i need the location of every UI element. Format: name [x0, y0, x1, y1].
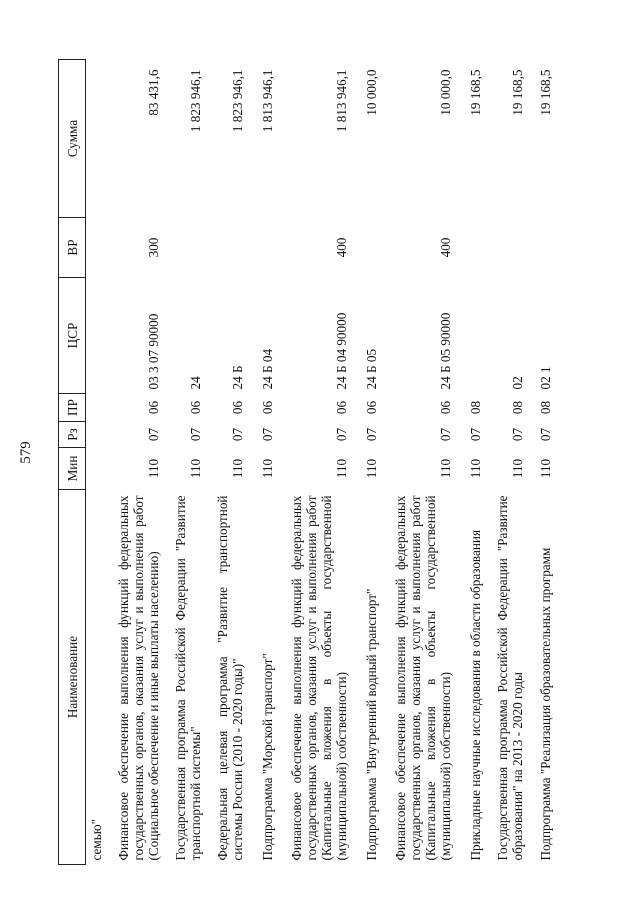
row-rz: 07	[363, 427, 379, 442]
table-row	[86, 60, 106, 865]
row-rz: 07	[259, 427, 275, 442]
row-min: 110	[333, 458, 349, 479]
row-pr	[86, 394, 106, 422]
row-vr	[351, 218, 381, 278]
row-pr: 06	[187, 400, 203, 415]
header-vr: ВР	[59, 218, 86, 278]
row-name: Прикладные научные исследования в области образования	[467, 529, 483, 861]
row-csr: 24	[187, 376, 203, 390]
row-sum: 1 823 946,1	[229, 69, 245, 133]
row-sum: 1 813 946,1	[333, 69, 349, 133]
row-vr	[455, 218, 485, 278]
row-vr	[485, 218, 527, 278]
row-csr	[455, 278, 485, 394]
row-vr: 400	[437, 237, 453, 258]
row-rz: 07	[437, 427, 453, 442]
row-rz: 07	[145, 427, 161, 442]
row-name: семью"	[88, 819, 104, 861]
row-vr	[527, 218, 555, 278]
row-name: Финансовое обеспечение выполнения функций федеральных государственных органов, оказания услуг и выполнения работ (Социальное обеспечение и иные выплаты населению)	[115, 495, 161, 861]
row-sum: 10 000,0	[363, 69, 379, 116]
row-rz: 07	[537, 427, 553, 442]
row-name: Финансовое обеспечение выполнения функций федеральных государственных органов, оказания услуг и выполнения работ (Капитальные вложения в объекты государственной (муниципальной) собственности)	[392, 495, 453, 861]
row-sum: 10 000,0	[437, 69, 453, 116]
table-row	[163, 60, 205, 865]
row-pr: 08	[537, 400, 553, 415]
table-header-row	[59, 60, 86, 865]
row-name: Подпрограмма "Внутренний водный транспорт"	[363, 588, 379, 861]
row-csr	[86, 278, 106, 394]
row-vr	[247, 218, 277, 278]
row-pr: 06	[259, 400, 275, 415]
page-number: 579	[18, 441, 34, 464]
header-rz: Рз	[59, 422, 86, 448]
row-name: Государственная программа Российской Федерации "Развитие транспортной системы"	[172, 495, 203, 861]
row-csr: 24 Б	[229, 365, 245, 390]
row-csr: 24 Б 05	[363, 348, 379, 390]
row-sum: 1 823 946,1	[187, 69, 203, 133]
row-vr: 300	[145, 237, 161, 258]
row-min: 110	[187, 458, 203, 479]
row-sum: 19 168,5	[509, 69, 525, 116]
table-row	[381, 60, 455, 865]
row-min: 110	[259, 458, 275, 479]
table-row	[277, 60, 351, 865]
row-name: Финансовое обеспечение выполнения функций федеральных государственных органов, оказания услуг и выполнения работ (Капитальные вложения в объекты государственной (муниципальной) собственности)	[288, 495, 349, 861]
row-pr: 06	[333, 400, 349, 415]
table-row	[106, 60, 163, 865]
row-min: 110	[229, 458, 245, 479]
row-sum: 1 813 946,1	[259, 69, 275, 133]
row-name: Подпрограмма "Реализация образовательных программ	[537, 547, 553, 861]
row-pr: 08	[467, 400, 483, 415]
table-row	[351, 60, 381, 865]
row-csr: 24 Б 04	[259, 348, 275, 390]
row-name: Федеральная целевая программа "Развитие транспортной системы России (2010 - 2020 годы)"	[214, 495, 245, 861]
row-csr: 03 3 07 90000	[145, 313, 161, 390]
header-pr: ПР	[59, 394, 86, 422]
row-pr: 06	[145, 400, 161, 415]
table-row	[455, 60, 485, 865]
row-csr: 02	[509, 376, 525, 390]
row-sum	[86, 60, 106, 218]
header-sum: Сумма	[59, 60, 86, 218]
row-sum: 83 431,6	[145, 69, 161, 116]
row-min: 110	[467, 458, 483, 479]
row-sum: 19 168,5	[467, 69, 483, 116]
header-name: Наименование	[59, 490, 86, 865]
table-row	[485, 60, 527, 865]
row-pr: 08	[509, 400, 525, 415]
row-pr: 06	[229, 400, 245, 415]
table-row	[205, 60, 247, 865]
header-csr: ЦСР	[59, 278, 86, 394]
row-min: 110	[537, 458, 553, 479]
row-vr: 400	[333, 237, 349, 258]
row-rz: 07	[187, 427, 203, 442]
row-min: 110	[145, 458, 161, 479]
row-csr: 02 1	[537, 366, 553, 390]
row-name: Подпрограмма "Морской транспорт"	[259, 653, 275, 861]
row-csr: 24 Б 04 90000	[333, 312, 349, 390]
row-rz: 07	[467, 427, 483, 442]
row-rz	[86, 422, 106, 448]
row-vr	[205, 218, 247, 278]
row-pr: 06	[437, 400, 453, 415]
table-row	[247, 60, 277, 865]
table-row	[527, 60, 555, 865]
row-min	[86, 448, 106, 490]
row-vr	[86, 218, 106, 278]
row-pr: 06	[363, 400, 379, 415]
row-csr: 24 Б 05 90000	[437, 312, 453, 390]
row-sum: 19 168,5	[537, 69, 553, 116]
row-vr	[163, 218, 205, 278]
row-rz: 07	[509, 427, 525, 442]
row-rz: 07	[229, 427, 245, 442]
row-min: 110	[363, 458, 379, 479]
row-name: Государственная программа Российской Федерации "Развитие образования" на 2013 - 2020 годы	[494, 495, 525, 861]
row-min: 110	[437, 458, 453, 479]
row-min: 110	[509, 458, 525, 479]
budget-table	[58, 59, 555, 865]
row-rz: 07	[333, 427, 349, 442]
header-min: Мин	[59, 448, 86, 490]
